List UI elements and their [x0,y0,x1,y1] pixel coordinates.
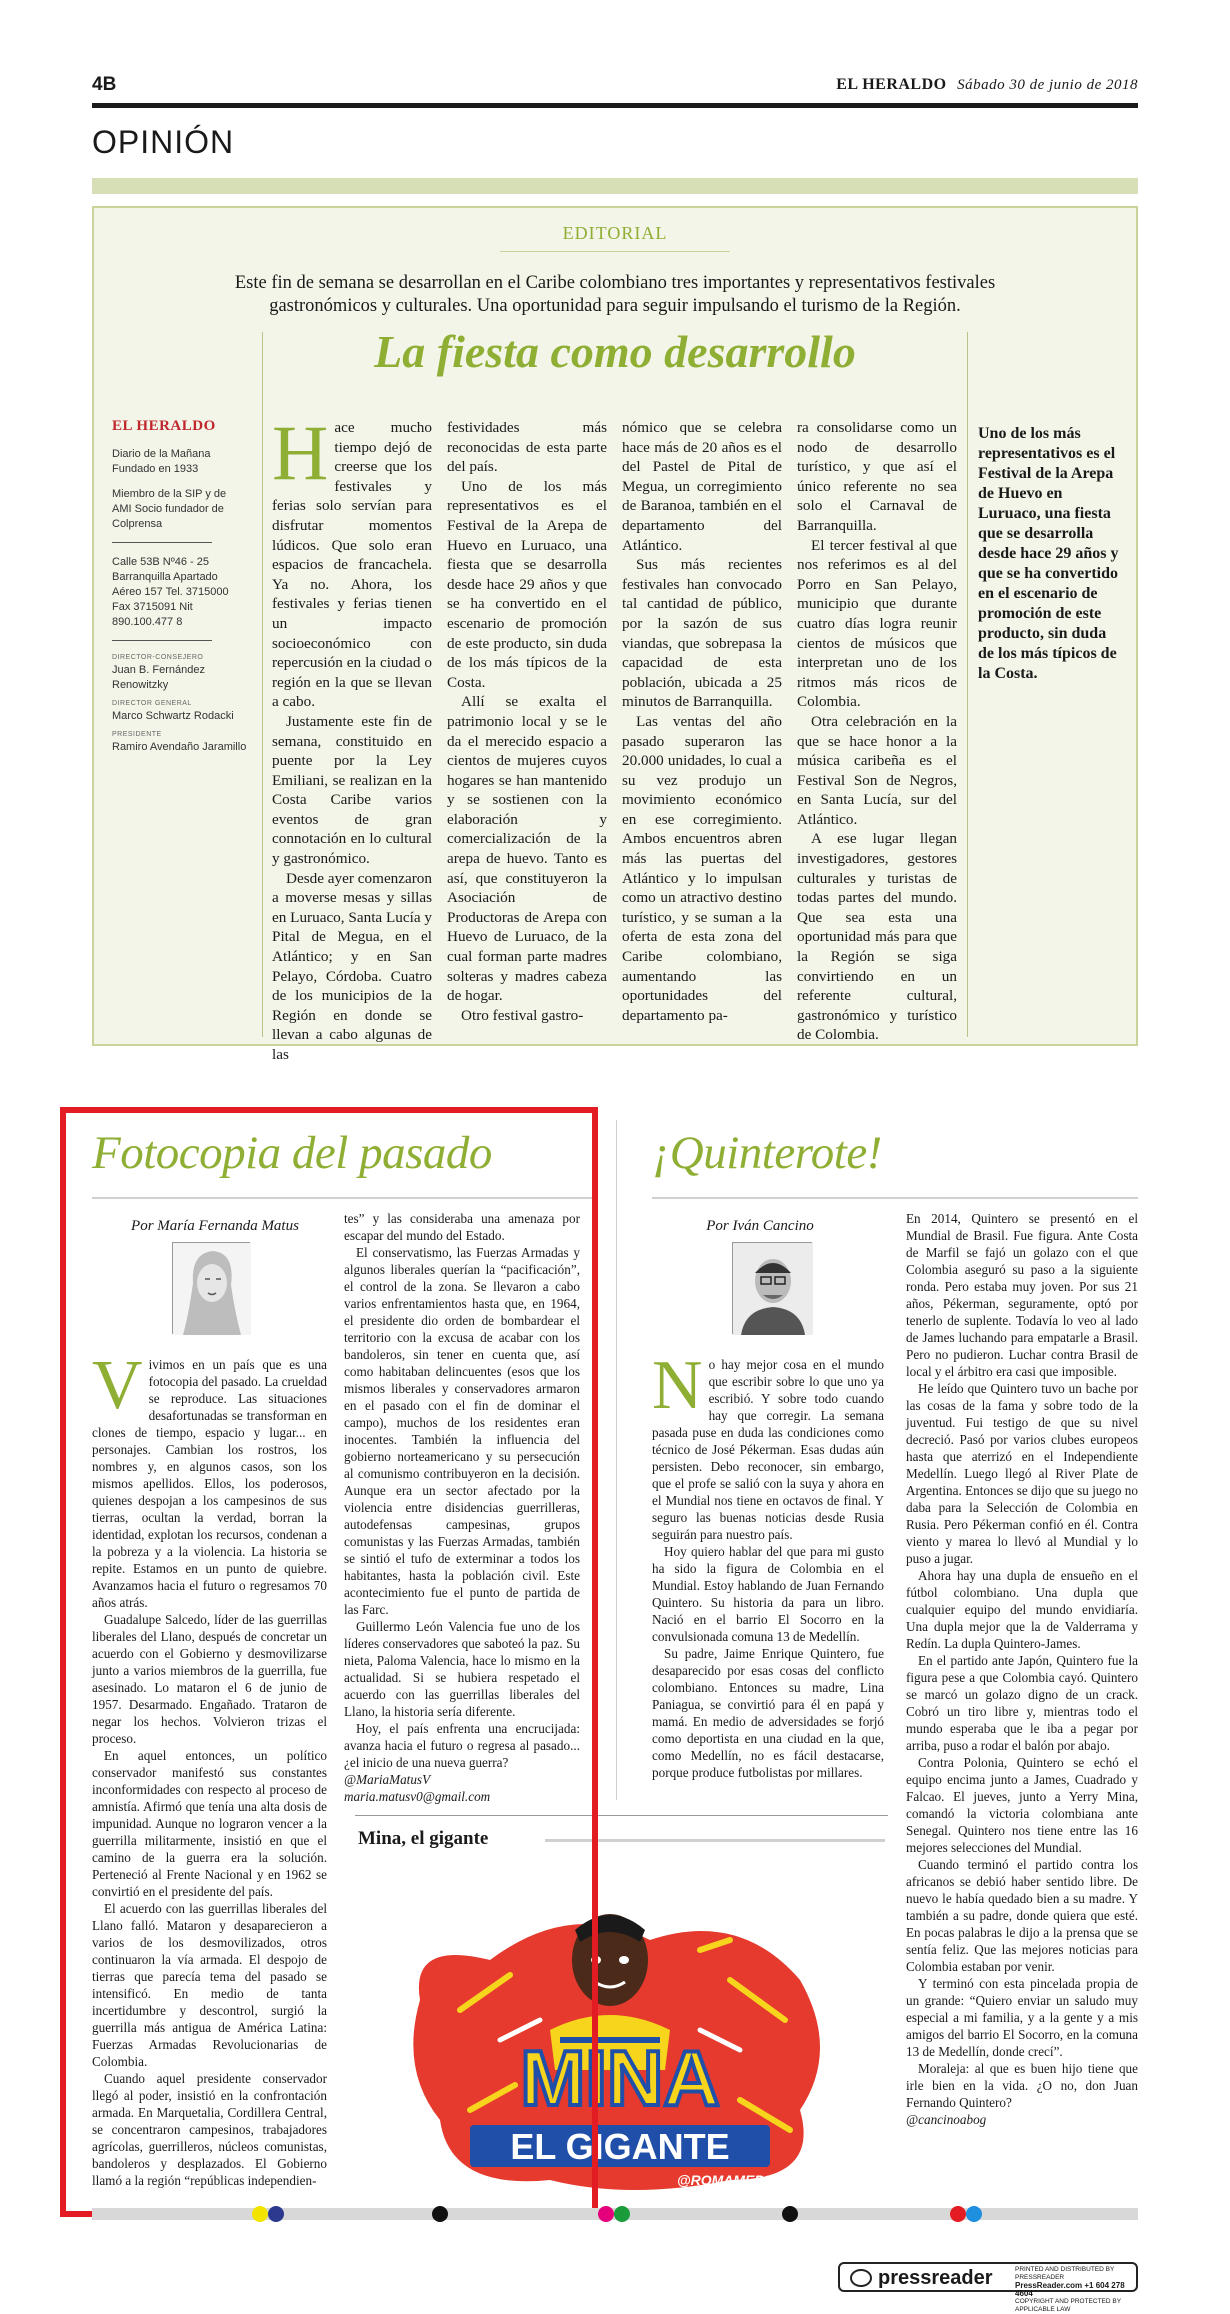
masthead-membership: Miembro de la SIP y de AMI Socio fundador de Colprensa [112,488,227,530]
editorial-column-3 [622,418,782,1025]
drop-cap: H [272,409,329,496]
pressreader-line: PRINTED AND DISTRIBUTED BY PRESSREADER [1015,2266,1115,2281]
editorial-column-2 [447,418,607,1025]
paragraph: ace mucho tiempo dejó de creerse que los festivales y ferias solo servían para disfrutar momentos lúdicos. Que solo eran espacios de francachela. Ya no. Ahora, los festivales y ferias tienen un impacto socioeconómico con repercusión en la ciudad o región en la que se llevan a cabo. [272,419,432,711]
masthead-role: DIRECTOR-CONSEJERO [112,654,204,661]
paragraph: Ahora hay una dupla de ensueño en el fútbol colombiano. Una dupla que cualquier equipo del mundo envidiaría. Una dupla mejor que la de Valderrama y Redín. La dupla Quintero-James. [906,1568,1138,1651]
paragraph: Guillermo León Valencia fue uno de los líderes conservadores que saboteó la paz. Su nieta, Paloma Valencia, hace lo mismo en la actualidad. Si se hubiera respetado el acuerdo con las guerrillas liberales del Llano, la historia sería diferente. [344,1619,580,1719]
registration-dot [268,2206,284,2222]
masthead-name: Marco Schwartz Rodacki [112,710,234,722]
drop-cap: N [652,1347,703,1424]
paragraph: Moraleja: al que es buen hijo tiene que irle bien en la vida. ¿O no, don Juan Fernando Quintero? [906,2061,1138,2110]
issue-date: Sábado 30 de junio de 2018 [957,77,1138,93]
paragraph: Justamente este fin de semana, constituido en puente por la Ley Emiliani, se realizan en la Costa Caribe varios eventos de gran connotación en lo cultural y gastronómico. [272,712,432,868]
editorial-column-1 [272,409,432,1065]
left-opinion-headline: Fotocopia del pasado [92,1127,492,1179]
paragraph: A ese lugar llegan investigadores, gestores culturales y turistas de todas partes del mundo. Que sea esta una oportunidad más para que la Región se siga convirtiendo en un referente cultural, gastronómico y turístico de Colombia. [797,830,957,1044]
editorial-pullquote: Uno de los más representativos es el Festival de la Arepa de Huevo en Luruaco, una fiesta que se desarrolla desde hace 29 años y que se ha convertido en el escenario de promoción de este producto, sin duda de los más típicos de la Costa. [978,425,1119,682]
pressreader-logo-icon [850,2269,872,2287]
cartoon-signature: @ROMAMEPS [676,2172,774,2188]
page-number: 4B [92,74,117,95]
author-handle: @cancinoabog [906,2112,987,2127]
paragraph: Guadalupe Salcedo, líder de las guerrillas liberales del Llano, después de concretar un acuerdo con el Gobierno y desmovilizarse junto a varios miembros de la guerrilla, fue asesinado. Lo mataron el 6 de junio de 1957. Desarmado. Engañado. Trataron de negar los hechos. Volvieron trizas el proceso. [92,1612,327,1746]
paragraph: Hoy, el país enfrenta una encrucijada: avanza hacia el futuro o regresa al pasado... ¿el inicio de una nueva guerra? [344,1721,580,1770]
portrait-photo-icon [733,1243,813,1335]
right-opinion-column-2 [906,1210,1138,2128]
paragraph: Uno de los más representativos es el Festival de la Arepa de Huevo en Luruaco, una fiesta que se desarrolla desde hace 29 años y que se ha convertido en el escenario de promoción de este producto, sin duda de los más típicos de la Costa. [447,477,607,691]
column-divider [967,332,968,1037]
paragraph: tes” y las consideraba una amenaza por escapar del mundo del Estado. [344,1211,580,1243]
masthead-name: Ramiro Avendaño Jaramillo [112,741,247,753]
paragraph: ivimos en un país que es una fotocopia del pasado. La crueldad se reproduce. Las situaciones desafortunadas se transforman en clones de tiempo, espacio y lugar... en personajes. Cambian los rostros, los nombres y, en algunos casos, son los mismos apellidos. Ellos, los poderosos, quienes despojan a los campesinos de sus tierras, ocultan la verdad, borran la identidad, explotan los recursos, condenan a la pobreza y a la violencia. La historia se repite. Estamos en un punto de quiebre. Avanzamos hacia el futuro o regresamos 70 años atrás. [92,1357,327,1610]
paragraph: Cuando terminó el partido contra los africanos se debió haber sentido libre. De nuevo le había quedado bien a su madre. Y también a su padre, donde quiera que esté. En pocas palabras le dijo a la prensa que se sentía feliz. Que las mejores noticias para Colombia estaban por venir. [906,1857,1138,1974]
paragraph: Su padre, Jaime Enrique Quintero, fue desaparecido por esas cosas del conflicto colombiano. Entonces su madre, Lina Paniagua, se convirtió para él en papá y mamá. En medio de adversidades se forjó como deportista en una ciudad en la que, como Medellín, no es fácil destacarse, porque produce futbolistas por millares. [652,1646,884,1780]
paragraph: festividades más reconocidas de esta parte del país. [447,419,607,476]
pressreader-brand: pressreader [878,2267,993,2289]
paragraph: El tercer festival al que nos referimos es al del Porro en San Pelayo, municipio que durante cuatro días logra reunir cientos de músicos que interpretan uno de los ritmos más ricos de Colombia. [797,536,957,711]
column-divider [616,1120,617,1800]
editorial-label-rule [500,251,730,252]
paragraph: ra consolidarse como un nodo de desarrollo turístico, y que así el único referente no sea solo el Carnaval de Barranquilla. [797,419,957,534]
masthead [112,418,247,761]
highlight-frame [60,1107,598,2217]
registration-dot [966,2206,982,2222]
cartoon-title-line2: EL GIGANTE [510,2126,730,2167]
editorial-label: EDITORIAL [562,223,668,243]
registration-dot [252,2206,268,2222]
paragraph: El acuerdo con las guerrillas liberales del Llano falló. Mataron y desaparecieron a varios de los desmovilizados, otros continuaron la vía armada. El despojo de tierras que parecía tema del pasado se intensificó. En medio de tanta incertidumbre y descontrol, surgió la guerrilla más antigua de América Latina: Fuerzas Armadas Revolucionarias de Colombia. [92,1901,327,2069]
author-handle: @MariaMatusV [344,1772,431,1787]
paragraph: En aquel entonces, un político conservador manifestó sus constantes inconformidades con respecto al proceso de amnistía. Afirmó que tenía una alta dosis de impunidad. Aunque no lograron vencer a la guerrilla militarmente, insistió en que el camino de la guerra era la solución. Perteneció al Frente Nacional y en 1962 se convirtió en el presidente del país. [92,1748,327,1899]
paragraph: Desde ayer comenzaron a moverse mesas y sillas en Luruaco, Santa Lucía y Pital de Megua, en el Atlántico; y en San Pelayo, Córdoba. Cuatro de los municipios de la Región en donde se llevan a cabo algunas de las [272,869,432,1063]
pressreader-line: COPYRIGHT AND PROTECTED BY APPLICABLE LAW [1015,2298,1121,2313]
right-opinion-headline: ¡Quinterote! [652,1127,882,1179]
paper-name-date [836,76,1138,94]
paragraph: El conservatismo, las Fuerzas Armadas y algunos liberales querían la “pacificación”, el control de la zona. Se llevaron a cabo varios enfrentamientos hasta que, en 1964, el presidente dio orden de bombardear el territorio con la excusa de acabar con los bandoleros, sin tener en cuenta que, así como habitaban delincuentes (esos que los mismos liberales y conservadores armaron en el pasado con el fin de dominar el campo), muchos de los residentes eran inocentes. También la influencia del gobierno norteamericano y su persecución al comunismo contribuyeron en la decisión. Aunque era un sector afectado por la violencia entre disidencias guerrilleras, autodefensas campesinas, grupos comunistas y las Fuerzas Armadas, también se sintió el tufo de exterminar a todos los habitantes, hasta la población civil. Este acontecimiento fue el punto de partida de las Farc. [344,1245,580,1617]
header-rule [92,103,1138,108]
masthead-logo: EL HERALDO [112,418,216,434]
masthead-role: DIRECTOR GENERAL [112,700,192,707]
author-email: maria.matusv0@gmail.com [344,1789,491,1804]
masthead-founded: Diario de la Mañana Fundado en 1933 [112,448,211,475]
registration-dot [432,2206,448,2222]
paragraph: Contra Polonia, Quintero se echó el equipo encima junto a James, Cuadrado y Falcao. El jueves, junto a Yerry Mina, comandó la victoria colombiana ante Senegal. Quintero nos tiene entre las 16 mejores selecciones del Mundial. [906,1755,1138,1855]
pressreader-legal [1015,2266,1136,2314]
paragraph: En 2014, Quintero se presentó en el Mundial de Brasil. Fue figura. Ante Costa de Marfil se fajó un golazo con el que Colombia aseguró su paso a la siguiente ronda. Pero estaba muy joven. Por sus 21 años, Pékerman, seguramente, optó por tenerlo de suplente. Todavía lo veo al lado de James luchando para empatarle a Brasil. Pero no pudieron. Luchar contra Brasil de local y el árbitro era casi que imposible. [906,1211,1138,1379]
registration-dot [782,2206,798,2222]
cartoon-title-line1: MINA [520,2034,720,2122]
paragraph: Allí se exalta el patrimonio local y se le da el merecido espacio a cientos de mujeres cuyos hogares se han mantenido y se sostienen con la elaboración y comercialización de la arepa de huevo. Tanto es así, que constituyeron la Asociación de Productoras de Arepa con Huevo de Luruaco, de la cual forman parte madres solteras y madres cabeza de hogar. [447,693,607,1005]
section-title: OPINIÓN [92,124,235,160]
right-opinion-column-1 [652,1347,884,1781]
paragraph: En el partido ante Japón, Quintero fue la figura pese a que Colombia cayó. Quintero se marcó un golazo digno de un crack. Cobró un tiro libre y, mientras todo el mundo esperaba que le iba a pegar por arriba, puso a rodar el balón por abajo. [906,1653,1138,1753]
paragraph: nómico que se celebra hace más de 20 años es el del Pastel de Pital de Megua, un corregimiento de Baranoa, también en el departamento del Atlántico. [622,419,782,554]
paragraph: Y terminó con esta pincelada propia de un grande: “Quiero enviar un saludo muy especial a mi familia, y a la gente y a mis amigos del barrio El Socorro, en la comuna 13 de Medellín, donde crecí”. [906,1976,1138,2059]
pressreader-line: PressReader.com +1 604 278 4604 [1015,2281,1125,2298]
paragraph: Otra celebración en la que se hace honor a la música caribeña es el Festival Son de Negros, en Santa Lucía, sur del Atlántico. [797,712,957,828]
drop-cap: V [92,1347,143,1424]
paragraph: Cuando aquel presidente conservador llegó al poder, insistió en la confrontación armada. En Marquetalia, Cordillera Central, se concentraron campesinos, trabajadores agrícolas, guerrilleros, núcleos comunistas, bandoleros y desplazados. El Gobierno llamó a la región “repúblicas independien- [92,2071,327,2188]
paragraph: Otro festival gastro- [461,1006,584,1024]
masthead-rule [112,542,212,543]
registration-dot [950,2206,966,2222]
editorial-column-4 [797,418,957,1045]
headline-rule [652,1197,1138,1199]
paragraph: Sus más recientes festivales han convocado tal cantidad de público, por la sazón de sus viandas, que sobrepasa la capacidad de esta población, ubicada a 25 minutos de Barranquilla. [622,556,782,711]
column-divider [262,332,263,1037]
author-portrait-cancino [732,1242,812,1334]
editorial-lede: Este fin de semana se desarrollan en el Caribe colombiano tres importantes y representativos festivales gastronómicos y culturales. Una oportunidad para seguir impulsando el turismo de la Región. [234,273,996,316]
registration-dot [598,2206,614,2222]
pressreader-badge[interactable] [838,2262,1138,2313]
paragraph: Las ventas del año pasado superaron las 20.000 unidades, lo cual a su vez produjo un movimiento económico en ese corregimiento. Ambos encuentros abren más las puertas del Atlántico y lo impulsan como un atractivo destino turístico, y se suman a la oferta de esta zona del Caribe colombiano, aumentando las oportunidades del departamento pa- [622,712,782,1024]
paragraph: He leído que Quintero tuvo un bache por las cosas de la fama y sobre todo de la juventud. Fui testigo de que su nivel decreció. Pasó por varios clubes europeos hasta que aterrizó en el Independiente Medellín. Luego llegó al River Plate de Argentina. Entonces se dijo que su juego no daba para la Selección de Colombia en Rusia. Pero Pékerman confió en él. Contra viento y marea lo llevó al Mundial y lo puso a jugar. [906,1381,1138,1566]
paragraph: o hay mejor cosa en el mundo que escribir sobre lo que uno ya escribió. Y sobre todo cuando hay que corregir. La semana pasada puse en duda las condiciones como técnico de José Pékerman. Esas dudas aún persisten. Debo reconocer, sin embargo, que el profe se salió con la suya y ahora en el Mundial nos tiene en octavos de final. Y seguro las buenas noticias desde Rusia seguirán para nuestro país. [652,1357,884,1542]
paper-name: EL HERALDO [836,76,947,93]
masthead-address: Calle 53B Nº46 - 25 Barranquilla Apartado Aéreo 157 Tel. 3715000 Fax 3715091 Nit 890.100.477 8 [112,556,229,628]
left-byline: Por María Fernanda Matus [131,1218,299,1234]
masthead-name: Juan B. Fernández Renowitzky [112,664,205,691]
right-byline: Por Iván Cancino [706,1218,814,1234]
paragraph: Hoy quiero hablar del que para mi gusto ha sido la figura de Colombia en el Mundial. Estoy hablando de Juan Fernando Quintero. Su historia da para un libro. Nació en el barrio El Socorro en la convulsionada comuna 13 de Medellín. [652,1544,884,1644]
section-band [92,178,1138,194]
masthead-rule [112,640,212,641]
masthead-role: PRESIDENTE [112,731,162,738]
editorial-headline: La fiesta como desarrollo [374,326,856,377]
cartoon-label: Mina, el gigante [358,1828,489,1849]
registration-dot [614,2206,630,2222]
